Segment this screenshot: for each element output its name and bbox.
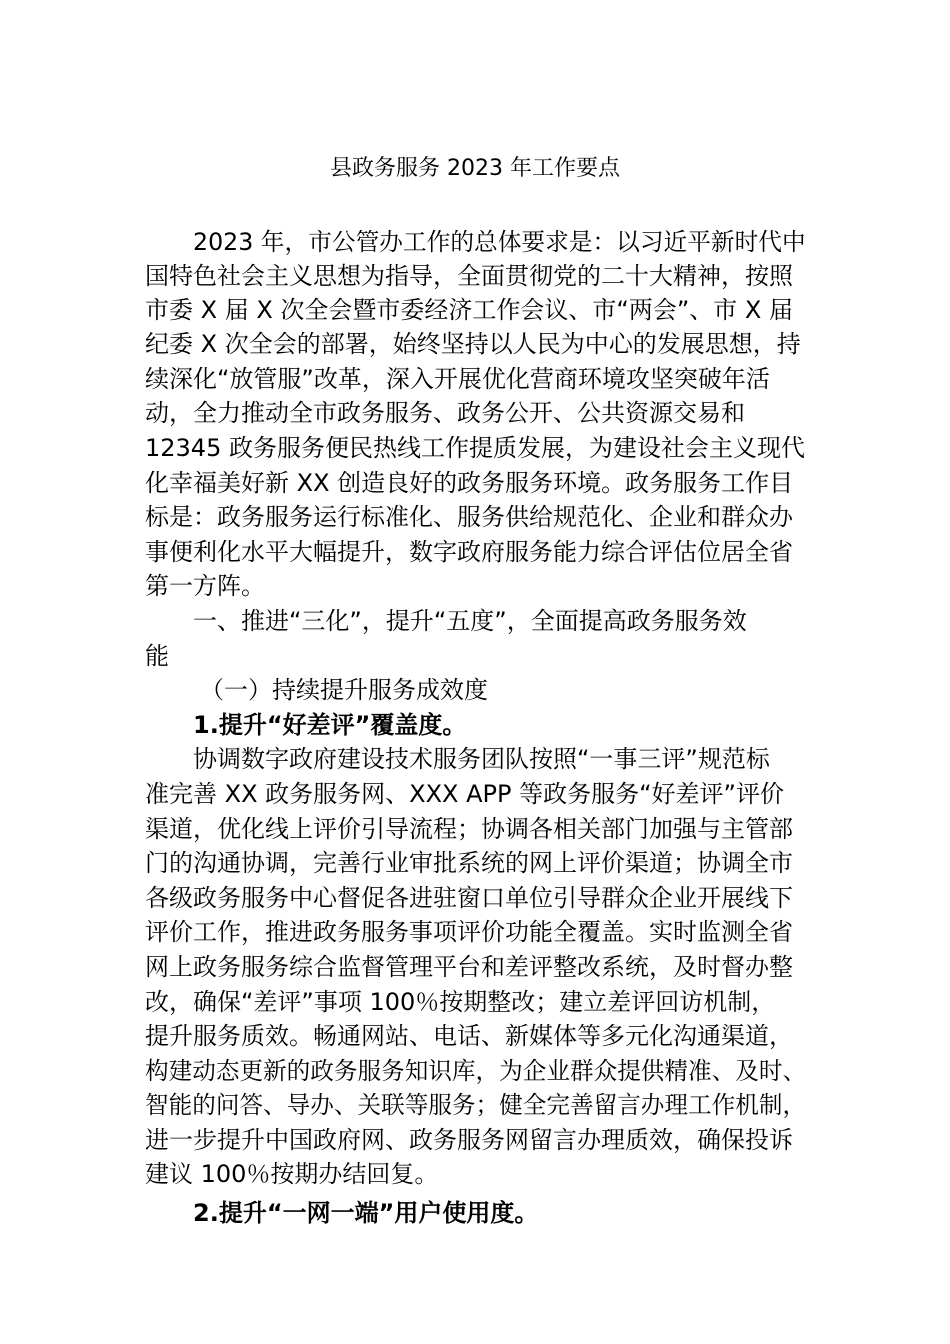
paragraph-line: 评价工作，推进政务服务事项评价功能全覆盖。实时监测全省 [145, 918, 793, 946]
paragraph-line: 国特色社会主义思想为指导，全面贯彻党的二十大精神，按照 [145, 262, 793, 290]
paragraph-line: 准完善 XX 政务服务网、XXX APP 等政务服务“好差评”评价 [145, 780, 784, 808]
document-title: 县政务服务 2023 年工作要点 [330, 156, 620, 181]
paragraph-line: 进一步提升中国政府网、政务服务网留言办理质效，确保投诉 [145, 1126, 793, 1154]
paragraph-line: 渠道，优化线上评价引导流程；协调各相关部门加强与主管部 [145, 815, 793, 843]
paragraph-line: 化幸福美好新 XX 创造良好的政务服务环境。政务服务工作目 [145, 469, 794, 497]
paragraph-line: 门的沟通协调，完善行业审批系统的网上评价渠道；协调全市 [145, 849, 793, 877]
paragraph-line: 市委 X 届 X 次全会暨市委经济工作会议、市“两会”、市 X 届 [145, 296, 793, 324]
item-heading: 2.提升“一网一端”用户使用度。 [193, 1199, 539, 1227]
paragraph-line: 纪委 X 次全会的部署，始终坚持以人民为中心的发展思想，持 [145, 330, 801, 358]
paragraph-line: 第一方阵。 [145, 572, 265, 600]
paragraph-line: 动，全力推动全市政务服务、政务公开、公共资源交易和 [145, 399, 745, 427]
section-heading-line: 一、推进“三化”，提升“五度”，全面提高政务服务效 [193, 607, 747, 635]
paragraph-line: 12345 政务服务便民热线工作提质发展，为建设社会主义现代 [145, 434, 805, 462]
item-heading: 1.提升“好差评”覆盖度。 [193, 711, 467, 739]
paragraph-line: 提升服务质效。畅通网站、电话、新媒体等多元化沟通渠道， [145, 1022, 793, 1050]
paragraph-line: 智能的问答、导办、关联等服务；健全完善留言办理工作机制， [145, 1091, 807, 1119]
paragraph-line: 协调数字政府建设技术服务团队按照“一事三评”规范标 [193, 745, 770, 773]
paragraph-line: 构建动态更新的政务服务知识库，为企业群众提供精准、及时、 [145, 1057, 807, 1085]
paragraph-line: 续深化“放管服”改革，深入开展优化营商环境攻坚突破年活 [145, 365, 770, 393]
paragraph-line: 建议 100％按期办结回复。 [145, 1160, 439, 1188]
paragraph-line: 各级政务服务中心督促各进驻窗口单位引导群众企业开展线下 [145, 884, 793, 912]
paragraph-line: 改，确保“差评”事项 100％按期整改；建立差评回访机制， [145, 988, 776, 1016]
paragraph-line: 标是：政务服务运行标准化、服务供给规范化、企业和群众办 [145, 503, 793, 531]
paragraph-line: 事便利化水平大幅提升，数字政府服务能力综合评估位居全省 [145, 538, 793, 566]
section-heading-line: 能 [145, 642, 169, 670]
paragraph-line: 网上政务服务综合监督管理平台和差评整改系统，及时督办整 [145, 953, 793, 981]
subsection-heading: （一）持续提升服务成效度 [200, 676, 488, 704]
paragraph-line: 2023 年，市公管办工作的总体要求是：以习近平新时代中 [193, 228, 806, 256]
